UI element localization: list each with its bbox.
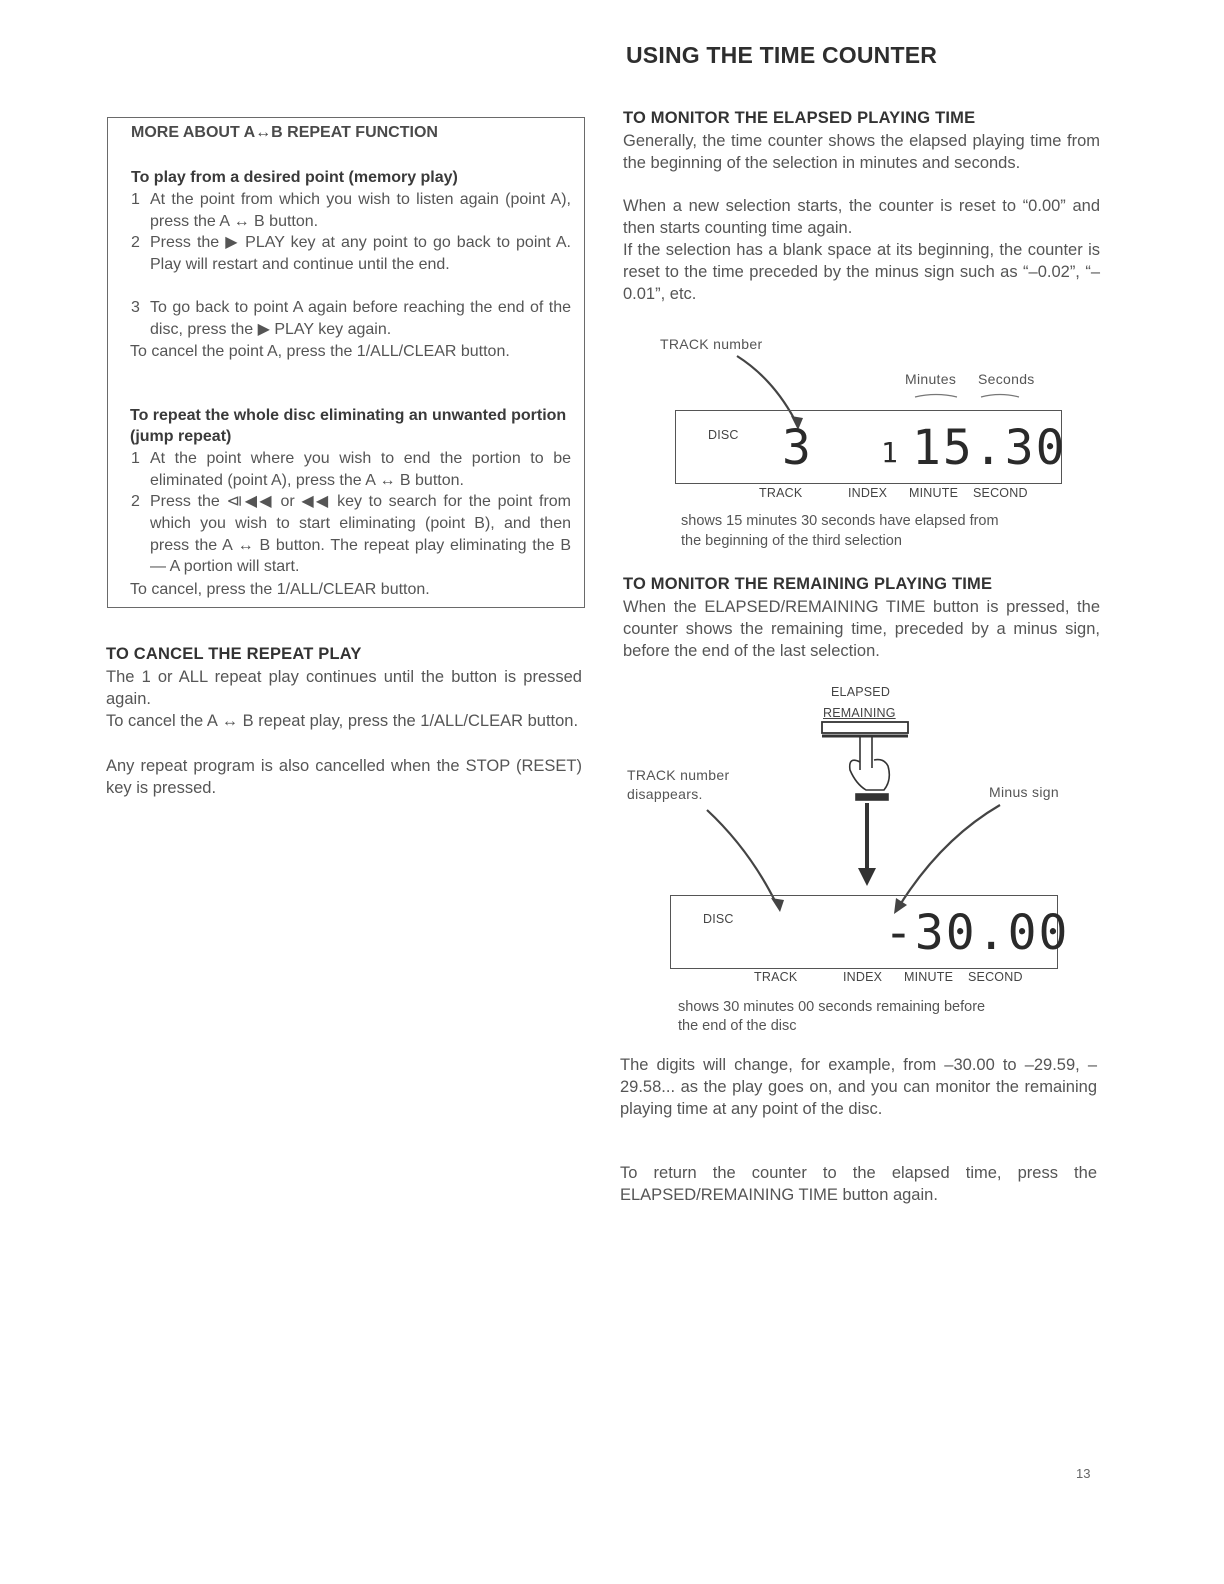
display1-caption-2: the beginning of the third selection: [681, 533, 902, 549]
step-number: 1: [131, 450, 140, 467]
elapsed-remaining-button-icon: [822, 722, 908, 736]
cancel-p2: To cancel the A ↔ B repeat play, press the 1/ALL/CLEAR button.: [106, 712, 579, 730]
remaining-p1: When the ELAPSED/REMAINING TIME button is pressed, the counter shows the remaining time, preceded by a minus sign, before the end of the last selection.: [623, 598, 1100, 660]
closing-p2: To return the counter to the elapsed time, press the ELAPSED/REMAINING TIME button again.: [620, 1164, 1097, 1204]
display2-time: -30.00: [884, 905, 1070, 961]
step-text: Press the ▶ PLAY key at any point to go back to point A. Play will restart and continue until the end.: [150, 234, 571, 273]
display1-label-second: SECOND: [973, 486, 1028, 500]
elapsed-heading: TO MONITOR THE ELAPSED PLAYING TIME: [623, 109, 976, 127]
display2-caption-1: shows 30 minutes 00 seconds remaining before: [678, 999, 986, 1015]
elapsed-button-label: ELAPSED: [831, 685, 891, 699]
display1-label-track: TRACK: [759, 486, 803, 500]
cancel-p3: Any repeat program is also cancelled when the STOP (RESET) key is pressed.: [106, 757, 582, 797]
step-text: To go back to point A again before reaching the end of the disc, press the ▶ PLAY key again.: [150, 299, 571, 338]
display1-index: 1: [881, 436, 898, 469]
step-text: At the point where you wish to end the portion to be eliminated (point A), press the A ↔ B button.: [150, 450, 571, 489]
minutes-label: Minutes: [905, 371, 957, 387]
step-number: 2: [131, 234, 140, 251]
box-title: MORE ABOUT A↔B REPEAT FUNCTION: [131, 124, 438, 141]
page-number: 13: [1076, 1466, 1091, 1481]
track-number-label: TRACK number: [660, 336, 763, 352]
display2-label-track: TRACK: [754, 970, 798, 984]
remaining-button-label: REMAINING: [823, 706, 896, 720]
cancel-p1: The 1 or ALL repeat play continues until the button is pressed again.: [106, 668, 582, 708]
display1-caption-1: shows 15 minutes 30 seconds have elapsed from: [681, 513, 999, 529]
jump-cancel: To cancel, press the 1/ALL/CLEAR button.: [130, 581, 430, 598]
elapsed-p2: When a new selection starts, the counter is reset to “0.00” and then starts counting time again.: [623, 197, 1100, 237]
display1-disc: DISC: [708, 428, 739, 442]
display2-label-minute: MINUTE: [904, 970, 954, 984]
memory-play-heading: To play from a desired point (memory play): [131, 169, 458, 186]
track-disappears-line2: disappears.: [627, 786, 703, 802]
step-number: 1: [131, 191, 140, 208]
step-text: At the point from which you wish to listen again (point A), press the A ↔ B button.: [150, 191, 571, 230]
memory-cancel: To cancel the point A, press the 1/ALL/CLEAR button.: [130, 343, 510, 360]
display2-label-second: SECOND: [968, 970, 1023, 984]
display2-label-index: INDEX: [843, 970, 883, 984]
step-text: Press the ⧏◀◀ or ◀◀ key to search for the point from which you wish to start eliminating (point B), and then press the A ↔ B button. The repeat play eliminating the B — A portion will start.: [150, 493, 571, 576]
display2-disc: DISC: [703, 912, 734, 926]
down-arrow-icon: [858, 803, 876, 886]
display1-label-minute: MINUTE: [909, 486, 959, 500]
step-number: 3: [131, 299, 140, 316]
remaining-heading: TO MONITOR THE REMAINING PLAYING TIME: [623, 575, 993, 593]
display2-caption-2: the end of the disc: [678, 1018, 797, 1034]
step-number: 2: [131, 493, 140, 510]
seconds-label: Seconds: [978, 371, 1035, 387]
display1-time: 15.30: [912, 420, 1067, 476]
page-title: USING THE TIME COUNTER: [626, 42, 938, 68]
display1-label-index: INDEX: [848, 486, 888, 500]
pressing-finger-icon: [850, 736, 890, 800]
elapsed-p3: If the selection has a blank space at its beginning, the counter is reset to the time preceded by the minus sign such as “–0.02”, “–0.01”, etc.: [623, 241, 1100, 303]
jump-repeat-heading: To repeat the whole disc eliminating an unwanted portion (jump repeat): [130, 407, 567, 445]
closing-p1: The digits will change, for example, from –30.00 to –29.59, –29.58... as the play goes on, and you can monitor the remaining playing time at any point of the disc.: [620, 1056, 1097, 1118]
track-disappears-line1: TRACK number: [627, 767, 730, 783]
cancel-repeat-heading: TO CANCEL THE REPEAT PLAY: [106, 645, 362, 663]
display1-track: 3: [782, 420, 811, 476]
elapsed-p1: Generally, the time counter shows the elapsed playing time from the beginning of the selection in minutes and seconds.: [623, 132, 1100, 172]
minus-sign-label: Minus sign: [989, 784, 1059, 800]
